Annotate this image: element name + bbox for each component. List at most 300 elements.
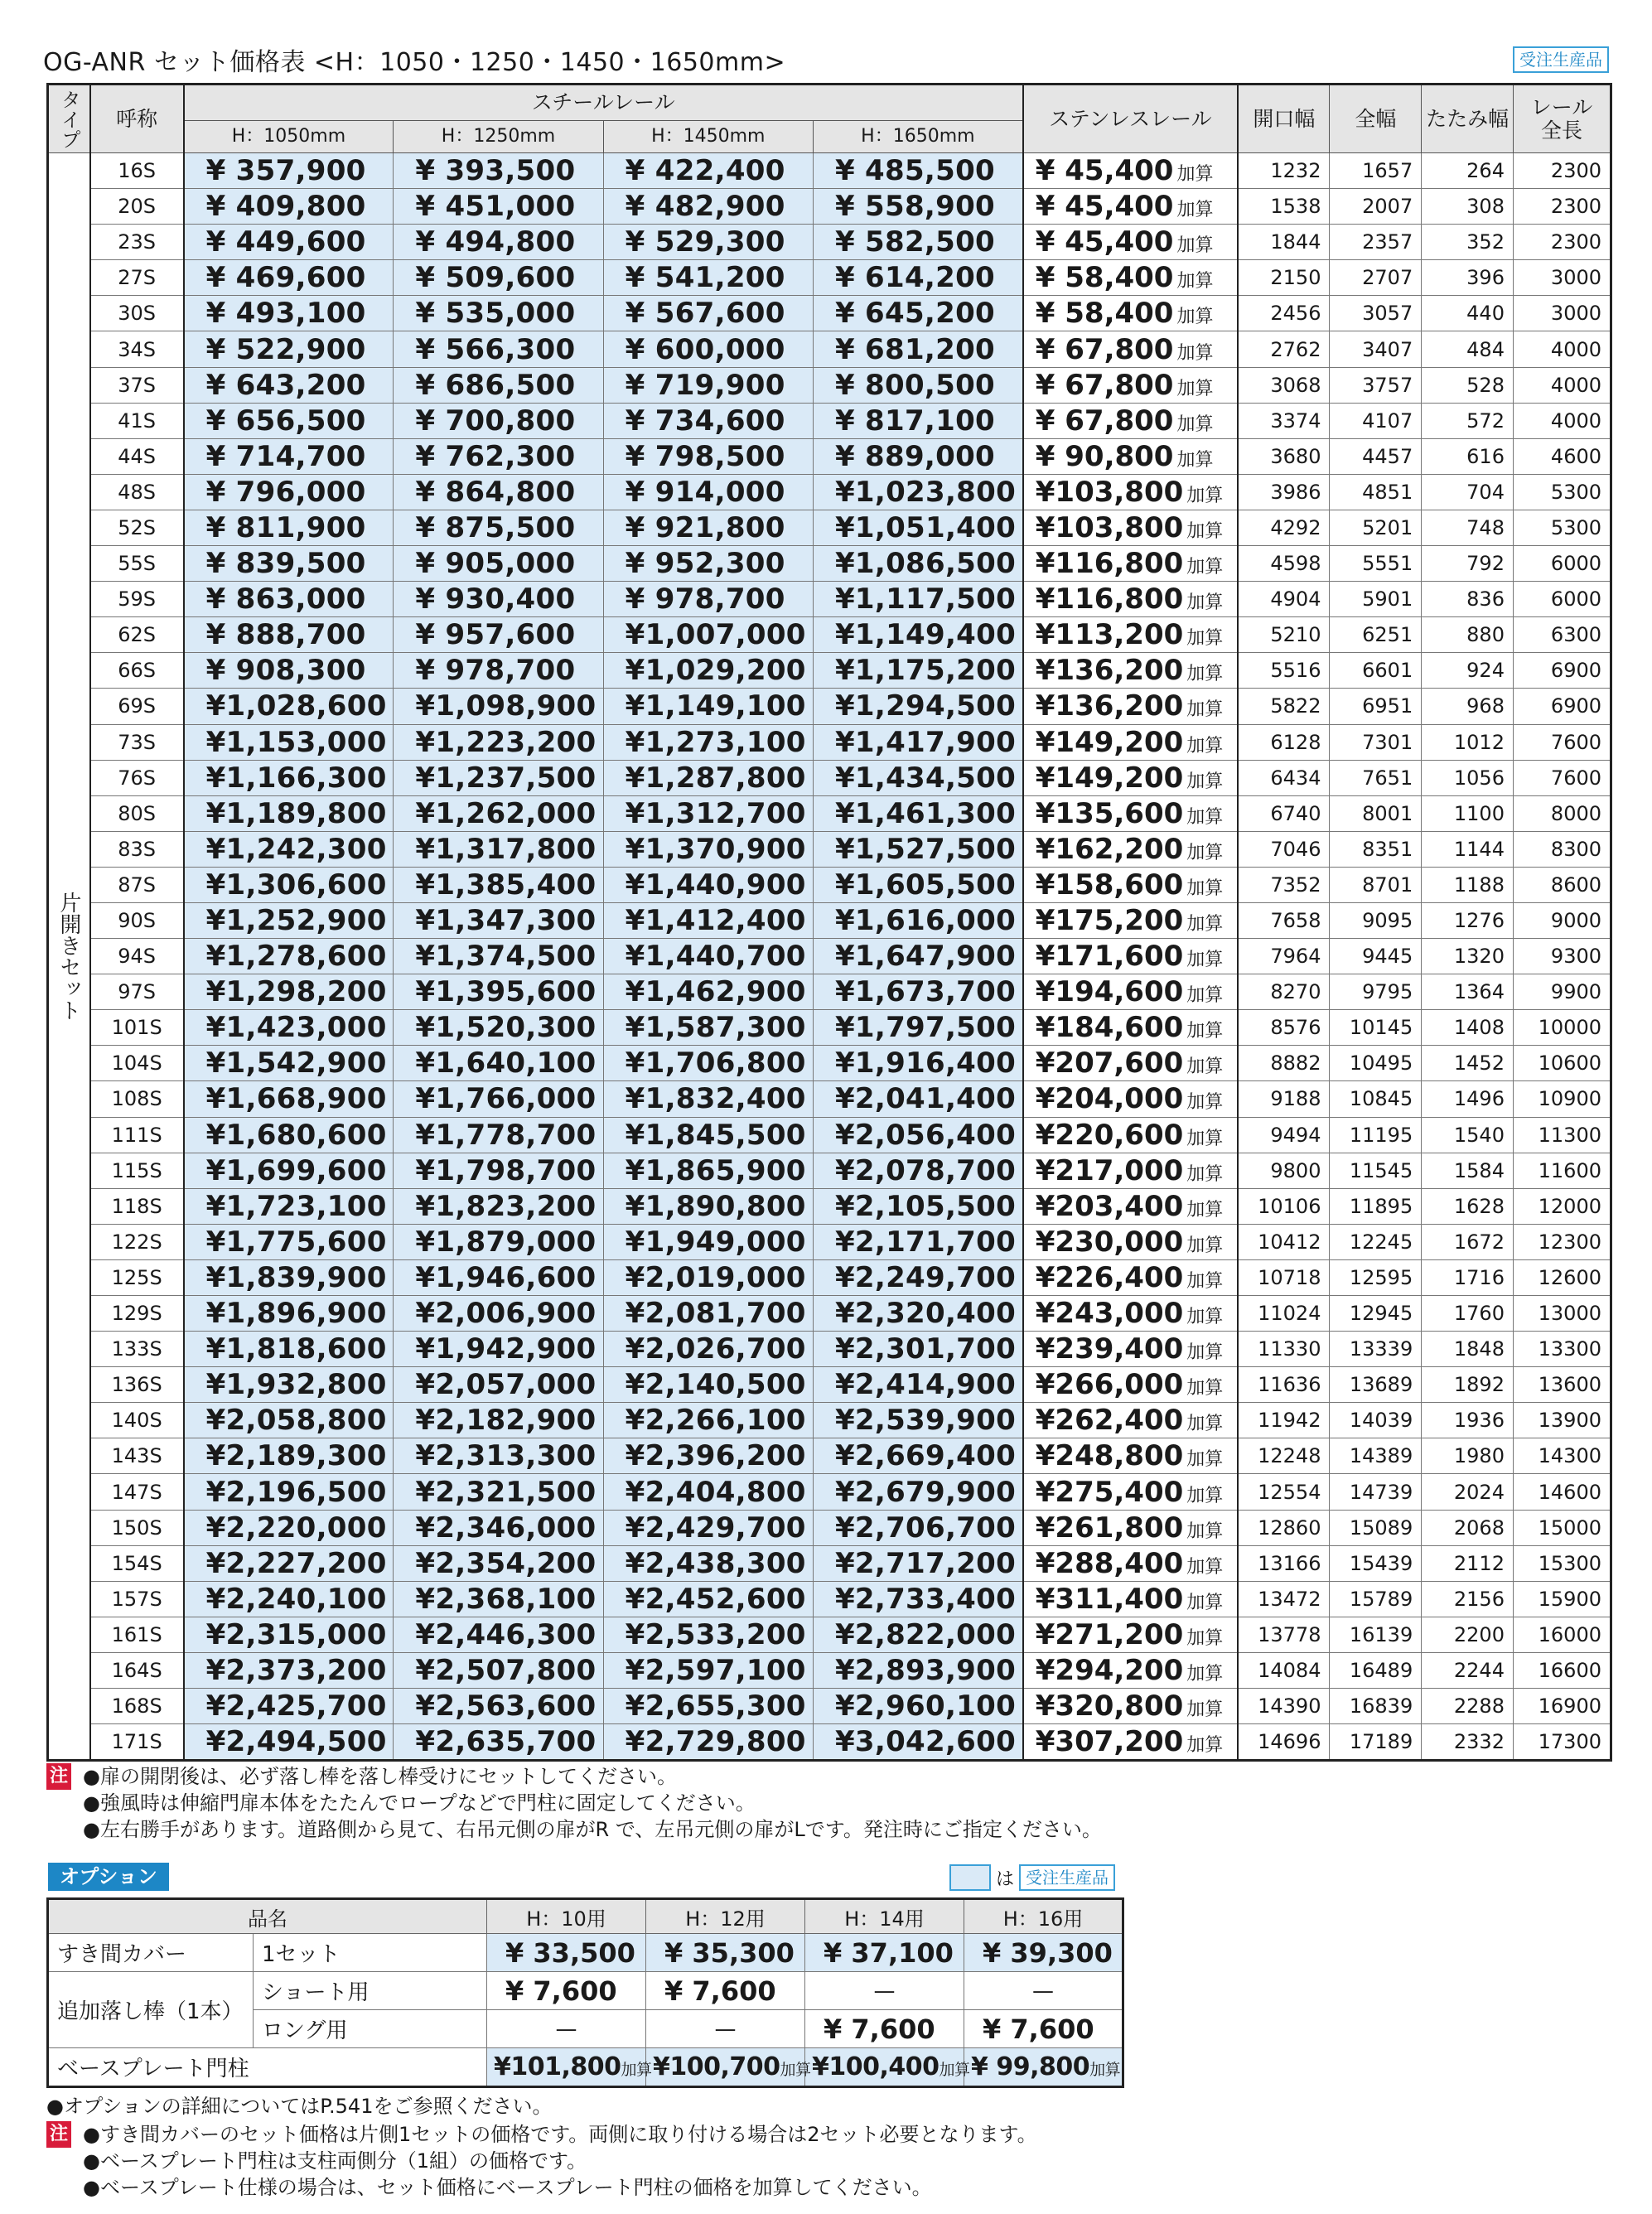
price-h1650: ¥ 800,500 xyxy=(813,367,1022,403)
price-h1050: ¥1,723,100 xyxy=(184,1188,394,1224)
total-width: 6251 xyxy=(1330,617,1422,653)
price-h1650: ¥1,294,500 xyxy=(813,689,1022,724)
legend-swatch xyxy=(949,1864,991,1891)
price-h1450: ¥2,081,700 xyxy=(603,1296,813,1332)
notes-options xyxy=(46,2121,1037,2201)
open-width: 10718 xyxy=(1238,1259,1330,1295)
price-h1650: ¥1,647,900 xyxy=(813,939,1022,974)
kasan-label: 加算 xyxy=(1186,1342,1224,1364)
table-row xyxy=(48,1259,1611,1295)
kasan-label: 加算 xyxy=(1176,164,1214,186)
price-h1450: ¥ 541,200 xyxy=(603,260,813,296)
price-stainless xyxy=(1023,189,1238,225)
price-h1050: ¥1,775,600 xyxy=(184,1224,394,1259)
price-h1650: ¥2,539,900 xyxy=(813,1403,1022,1438)
opt-price-value: ¥ 99,800 xyxy=(971,2052,1090,2081)
note-line: ●扉の開閉後は、必ず落し棒を落し棒受けにセットしてください。 xyxy=(83,1765,677,1788)
open-width: 5210 xyxy=(1238,617,1330,653)
total-width: 13689 xyxy=(1330,1367,1422,1403)
kasan-label: 加算 xyxy=(1186,1592,1224,1613)
row-code: 44S xyxy=(90,438,184,474)
open-width: 13472 xyxy=(1238,1581,1330,1617)
price-h1250: ¥1,317,800 xyxy=(394,831,603,867)
price-h1050: ¥1,278,600 xyxy=(184,939,394,974)
price-h1250: ¥1,374,500 xyxy=(394,939,603,974)
total-width: 10845 xyxy=(1330,1081,1422,1117)
total-width: 2707 xyxy=(1330,260,1422,296)
row-code: 101S xyxy=(90,1010,184,1046)
row-code: 66S xyxy=(90,653,184,689)
total-width: 6601 xyxy=(1330,653,1422,689)
table-row xyxy=(48,1153,1611,1188)
rail-length: 13900 xyxy=(1513,1403,1611,1438)
open-width: 12554 xyxy=(1238,1474,1330,1510)
table-row xyxy=(48,510,1611,545)
table-row xyxy=(48,1581,1611,1617)
rail-length: 14600 xyxy=(1513,1474,1611,1510)
header-total-width: 全幅 xyxy=(1330,85,1422,153)
total-width: 16139 xyxy=(1330,1617,1422,1652)
header-type: タイプ xyxy=(48,85,90,153)
opt-price xyxy=(646,2048,811,2087)
kasan-label: 加算 xyxy=(1186,1056,1224,1078)
kasan-label: 加算 xyxy=(1186,1556,1224,1578)
stainless-value: ¥116,800 xyxy=(1035,547,1184,581)
fold-width: 1628 xyxy=(1422,1188,1514,1224)
note-line: ●強風時は伸縮門扉本体をたたんでロープなどで門柱に固定してください。 xyxy=(83,1791,756,1815)
price-h1050: ¥1,153,000 xyxy=(184,724,394,760)
stainless-value: ¥203,400 xyxy=(1035,1189,1184,1223)
stainless-value: ¥275,400 xyxy=(1035,1475,1184,1509)
price-stainless xyxy=(1023,1188,1238,1224)
price-stainless xyxy=(1023,1581,1238,1617)
fold-width: 1056 xyxy=(1422,760,1514,795)
note-mark: 注 xyxy=(46,1763,71,1790)
kasan-label: 加算 xyxy=(1176,378,1214,399)
row-code: 111S xyxy=(90,1117,184,1153)
price-h1050: ¥1,423,000 xyxy=(184,1010,394,1046)
price-h1250: ¥2,057,000 xyxy=(394,1367,603,1403)
price-stainless xyxy=(1023,403,1238,438)
rail-length: 6900 xyxy=(1513,689,1611,724)
price-h1650: ¥2,706,700 xyxy=(813,1510,1022,1545)
total-width: 5201 xyxy=(1330,510,1422,545)
opt-price-value: ¥100,700 xyxy=(653,2052,780,2081)
price-stainless xyxy=(1023,902,1238,938)
row-code: 118S xyxy=(90,1188,184,1224)
row-code: 97S xyxy=(90,974,184,1010)
open-width: 2456 xyxy=(1238,296,1330,331)
table-row xyxy=(48,867,1611,902)
total-width: 9795 xyxy=(1330,974,1422,1010)
table-row xyxy=(48,1474,1611,1510)
note-line: ●ベースプレート仕様の場合は、セット価格にベースプレート門柱の価格を加算してください。 xyxy=(83,2176,932,2199)
fold-width: 484 xyxy=(1422,331,1514,367)
price-h1050: ¥2,196,500 xyxy=(184,1474,394,1510)
price-h1250: ¥1,223,200 xyxy=(394,724,603,760)
price-h1050: ¥2,220,000 xyxy=(184,1510,394,1545)
table-row xyxy=(48,795,1611,831)
price-h1650: ¥1,461,300 xyxy=(813,795,1022,831)
fold-width: 1408 xyxy=(1422,1010,1514,1046)
open-width: 7352 xyxy=(1238,867,1330,902)
price-h1250: ¥ 451,000 xyxy=(394,189,603,225)
stainless-value: ¥136,200 xyxy=(1035,654,1184,688)
stainless-value: ¥ 90,800 xyxy=(1035,439,1174,473)
rail-length: 5300 xyxy=(1513,510,1611,545)
fold-width: 1892 xyxy=(1422,1367,1514,1403)
stainless-value: ¥162,200 xyxy=(1035,832,1184,866)
rail-length: 10000 xyxy=(1513,1010,1611,1046)
opt-row-gap-cover xyxy=(48,1934,1123,1972)
price-h1050: ¥ 796,000 xyxy=(184,474,394,510)
open-width: 1844 xyxy=(1238,225,1330,260)
table-row xyxy=(48,296,1611,331)
header-h1650: H：1650mm xyxy=(813,121,1022,153)
made-to-order-badge: 受注生産品 xyxy=(1019,1864,1115,1891)
note-line: ●左右勝手があります。道路側から見て、右吊元側の扉がR で、左吊元側の扉がLです。発注時にご指定ください。 xyxy=(83,1818,1102,1841)
price-h1250: ¥1,098,900 xyxy=(394,689,603,724)
price-h1650: ¥2,733,400 xyxy=(813,1581,1022,1617)
header-fold-width: たたみ幅 xyxy=(1422,85,1514,153)
price-h1650: ¥ 681,200 xyxy=(813,331,1022,367)
open-width: 3068 xyxy=(1238,367,1330,403)
price-h1450: ¥1,949,000 xyxy=(603,1224,813,1259)
stainless-value: ¥175,200 xyxy=(1035,904,1184,938)
price-h1650: ¥1,086,500 xyxy=(813,546,1022,582)
total-width: 4457 xyxy=(1330,438,1422,474)
price-h1050: ¥ 863,000 xyxy=(184,582,394,617)
price-h1450: ¥ 482,900 xyxy=(603,189,813,225)
price-h1250: ¥2,313,300 xyxy=(394,1438,603,1474)
kasan-label: 加算 xyxy=(1186,735,1224,757)
kasan-label: 加算 xyxy=(1186,1449,1224,1471)
price-stainless xyxy=(1023,867,1238,902)
price-h1650: ¥2,960,100 xyxy=(813,1689,1022,1724)
price-h1250: ¥ 535,000 xyxy=(394,296,603,331)
open-width: 5516 xyxy=(1238,653,1330,689)
price-h1250: ¥ 957,600 xyxy=(394,617,603,653)
total-width: 10145 xyxy=(1330,1010,1422,1046)
fold-width: 396 xyxy=(1422,260,1514,296)
kasan-label: 加算 xyxy=(1176,307,1214,328)
price-h1250: ¥1,946,600 xyxy=(394,1259,603,1295)
kasan-label: 加算 xyxy=(1186,520,1224,542)
table-row xyxy=(48,1724,1611,1761)
price-stainless xyxy=(1023,1652,1238,1688)
row-code: 129S xyxy=(90,1296,184,1332)
fold-width: 2156 xyxy=(1422,1581,1514,1617)
price-h1450: ¥ 734,600 xyxy=(603,403,813,438)
opt-price: ¥ 7,600 xyxy=(805,2010,964,2048)
price-h1450: ¥2,396,200 xyxy=(603,1438,813,1474)
stainless-value: ¥ 45,400 xyxy=(1035,190,1174,224)
price-stainless xyxy=(1023,724,1238,760)
total-width: 12245 xyxy=(1330,1224,1422,1259)
row-code: 136S xyxy=(90,1367,184,1403)
stainless-value: ¥113,200 xyxy=(1035,618,1184,652)
price-h1450: ¥2,140,500 xyxy=(603,1367,813,1403)
price-stainless xyxy=(1023,1296,1238,1332)
row-code: 69S xyxy=(90,689,184,724)
rail-length: 3000 xyxy=(1513,260,1611,296)
total-width: 14039 xyxy=(1330,1403,1422,1438)
opt-header-h12: H：12用 xyxy=(646,1899,805,1934)
rail-length: 4000 xyxy=(1513,403,1611,438)
table-row xyxy=(48,1010,1611,1046)
price-stainless xyxy=(1023,974,1238,1010)
rail-length: 17300 xyxy=(1513,1724,1611,1761)
price-h1450: ¥2,438,300 xyxy=(603,1545,813,1581)
opt-price: ¥ 37,100 xyxy=(805,1934,964,1972)
open-width: 6434 xyxy=(1238,760,1330,795)
rail-length: 8000 xyxy=(1513,795,1611,831)
kasan-label: 加算 xyxy=(1186,1663,1224,1685)
row-code: 55S xyxy=(90,546,184,582)
stainless-value: ¥ 58,400 xyxy=(1035,261,1174,295)
fold-width: 2024 xyxy=(1422,1474,1514,1510)
rail-length: 14300 xyxy=(1513,1438,1611,1474)
fold-width: 2200 xyxy=(1422,1617,1514,1652)
kasan-label: 加算 xyxy=(1186,1235,1224,1256)
table-row xyxy=(48,902,1611,938)
row-code: 90S xyxy=(90,902,184,938)
kasan-label: 加算 xyxy=(1089,2061,1121,2079)
price-h1650: ¥ 558,900 xyxy=(813,189,1022,225)
opt-price: ¥ 7,600 xyxy=(646,1972,805,2010)
stainless-value: ¥271,200 xyxy=(1035,1617,1184,1651)
price-h1250: ¥2,346,000 xyxy=(394,1510,603,1545)
open-width: 6128 xyxy=(1238,724,1330,760)
fold-width: 704 xyxy=(1422,474,1514,510)
stainless-value: ¥171,600 xyxy=(1035,940,1184,974)
price-stainless xyxy=(1023,546,1238,582)
price-h1050: ¥ 493,100 xyxy=(184,296,394,331)
stainless-value: ¥116,800 xyxy=(1035,583,1184,616)
table-row xyxy=(48,1367,1611,1403)
legend-text: は xyxy=(996,1868,1015,1890)
open-width: 1538 xyxy=(1238,189,1330,225)
row-code: 143S xyxy=(90,1438,184,1474)
total-width: 17189 xyxy=(1330,1724,1422,1761)
opt-row-drop-rod-short xyxy=(48,1972,1123,2010)
total-width: 14389 xyxy=(1330,1438,1422,1474)
price-h1050: ¥ 656,500 xyxy=(184,403,394,438)
table-row xyxy=(48,153,1611,189)
header-open-width: 開口幅 xyxy=(1238,85,1330,153)
price-stainless xyxy=(1023,1474,1238,1510)
fold-width: 1496 xyxy=(1422,1081,1514,1117)
open-width: 13778 xyxy=(1238,1617,1330,1652)
total-width: 4851 xyxy=(1330,474,1422,510)
table-row xyxy=(48,1332,1611,1367)
price-h1050: ¥1,028,600 xyxy=(184,689,394,724)
opt-price: — xyxy=(964,1972,1123,2010)
price-stainless xyxy=(1023,1332,1238,1367)
price-h1050: ¥1,166,300 xyxy=(184,760,394,795)
price-h1650: ¥1,527,500 xyxy=(813,831,1022,867)
price-stainless xyxy=(1023,1438,1238,1474)
price-h1450: ¥ 529,300 xyxy=(603,225,813,260)
price-h1450: ¥2,429,700 xyxy=(603,1510,813,1545)
table-row xyxy=(48,974,1611,1010)
fold-width: 352 xyxy=(1422,225,1514,260)
price-h1250: ¥1,879,000 xyxy=(394,1224,603,1259)
kasan-label: 加算 xyxy=(1186,1021,1224,1042)
price-h1250: ¥2,507,800 xyxy=(394,1652,603,1688)
row-code: 164S xyxy=(90,1652,184,1688)
price-h1450: ¥2,597,100 xyxy=(603,1652,813,1688)
price-h1650: ¥1,434,500 xyxy=(813,760,1022,795)
total-width: 2357 xyxy=(1330,225,1422,260)
price-stainless xyxy=(1023,1724,1238,1761)
rail-length: 2300 xyxy=(1513,153,1611,189)
price-h1250: ¥1,640,100 xyxy=(394,1046,603,1081)
row-code: 34S xyxy=(90,331,184,367)
made-to-order-badge: 受注生産品 xyxy=(1513,46,1609,73)
stainless-value: ¥136,200 xyxy=(1035,689,1184,723)
notes-option-detail: ●オプションの詳細についてはP.541をご参照ください。 xyxy=(46,2095,553,2118)
kasan-label: 加算 xyxy=(1186,1414,1224,1435)
rail-length: 8600 xyxy=(1513,867,1611,902)
options-table xyxy=(46,1897,1124,2088)
open-width: 12860 xyxy=(1238,1510,1330,1545)
price-h1450: ¥2,729,800 xyxy=(603,1724,813,1761)
stainless-value: ¥307,200 xyxy=(1035,1725,1184,1759)
note-line: ●ベースプレート門柱は支柱両側分（1組）の価格です。 xyxy=(83,2149,587,2173)
opt-price: ¥ 39,300 xyxy=(964,1934,1123,1972)
open-width: 7658 xyxy=(1238,902,1330,938)
price-stainless xyxy=(1023,296,1238,331)
fold-width: 2288 xyxy=(1422,1689,1514,1724)
kasan-label: 加算 xyxy=(939,2061,970,2079)
price-h1450: ¥1,706,800 xyxy=(603,1046,813,1081)
total-width: 3407 xyxy=(1330,331,1422,367)
rail-length: 9900 xyxy=(1513,974,1611,1010)
fold-width: 308 xyxy=(1422,189,1514,225)
kasan-label: 加算 xyxy=(1186,914,1224,935)
price-h1250: ¥ 930,400 xyxy=(394,582,603,617)
price-h1450: ¥2,655,300 xyxy=(603,1689,813,1724)
open-width: 11330 xyxy=(1238,1332,1330,1367)
row-code: 83S xyxy=(90,831,184,867)
price-h1250: ¥1,823,200 xyxy=(394,1188,603,1224)
open-width: 11942 xyxy=(1238,1403,1330,1438)
total-width: 4107 xyxy=(1330,403,1422,438)
row-code: 48S xyxy=(90,474,184,510)
price-h1650: ¥1,023,800 xyxy=(813,474,1022,510)
opt-price xyxy=(487,2048,652,2087)
open-width: 9494 xyxy=(1238,1117,1330,1153)
price-h1050: ¥2,494,500 xyxy=(184,1724,394,1761)
stainless-value: ¥239,400 xyxy=(1035,1332,1184,1366)
price-stainless xyxy=(1023,367,1238,403)
price-h1450: ¥1,029,200 xyxy=(603,653,813,689)
price-h1250: ¥2,321,500 xyxy=(394,1474,603,1510)
stainless-value: ¥103,800 xyxy=(1035,510,1184,544)
kasan-label: 加算 xyxy=(1176,200,1214,221)
row-code: 147S xyxy=(90,1474,184,1510)
row-code: 108S xyxy=(90,1081,184,1117)
price-h1450: ¥ 798,500 xyxy=(603,438,813,474)
price-h1450: ¥2,404,800 xyxy=(603,1474,813,1510)
price-h1050: ¥2,227,200 xyxy=(184,1545,394,1581)
table-row xyxy=(48,546,1611,582)
options-legend xyxy=(949,1864,1115,1891)
price-h1650: ¥1,117,500 xyxy=(813,582,1022,617)
price-stainless xyxy=(1023,1617,1238,1652)
kasan-label: 加算 xyxy=(1186,699,1224,721)
price-h1050: ¥ 643,200 xyxy=(184,367,394,403)
price-h1450: ¥ 422,400 xyxy=(603,153,813,189)
price-h1250: ¥1,395,600 xyxy=(394,974,603,1010)
price-stainless xyxy=(1023,617,1238,653)
price-h1650: ¥ 817,100 xyxy=(813,403,1022,438)
stainless-value: ¥226,400 xyxy=(1035,1260,1184,1294)
stainless-value: ¥204,000 xyxy=(1035,1082,1184,1116)
header-rail-length-line2: 全長 xyxy=(1540,118,1582,143)
rail-length: 5300 xyxy=(1513,474,1611,510)
options-heading: オプション xyxy=(48,1863,169,1891)
price-h1250: ¥ 393,500 xyxy=(394,153,603,189)
table-row xyxy=(48,189,1611,225)
price-stainless xyxy=(1023,1153,1238,1188)
price-h1650: ¥1,605,500 xyxy=(813,867,1022,902)
note-line: ●すき間カバーのセット価格は片側1セットの価格です。両側に取り付ける場合は2セット必要となります。 xyxy=(83,2123,1037,2146)
price-h1050: ¥ 522,900 xyxy=(184,331,394,367)
row-code: 154S xyxy=(90,1545,184,1581)
price-h1650: ¥2,078,700 xyxy=(813,1153,1022,1188)
price-h1250: ¥ 978,700 xyxy=(394,653,603,689)
fold-width: 2332 xyxy=(1422,1724,1514,1761)
price-h1650: ¥2,105,500 xyxy=(813,1188,1022,1224)
rail-length: 4000 xyxy=(1513,331,1611,367)
open-width: 8576 xyxy=(1238,1010,1330,1046)
stainless-value: ¥320,800 xyxy=(1035,1690,1184,1723)
opt-header-name: 品名 xyxy=(48,1899,487,1934)
price-stainless xyxy=(1023,474,1238,510)
open-width: 8270 xyxy=(1238,974,1330,1010)
fold-width: 1540 xyxy=(1422,1117,1514,1153)
price-h1050: ¥2,373,200 xyxy=(184,1652,394,1688)
price-h1050: ¥2,240,100 xyxy=(184,1581,394,1617)
total-width: 16489 xyxy=(1330,1652,1422,1688)
stainless-value: ¥ 45,400 xyxy=(1035,225,1174,259)
price-stainless xyxy=(1023,1010,1238,1046)
rail-length: 8300 xyxy=(1513,831,1611,867)
price-h1450: ¥1,149,100 xyxy=(603,689,813,724)
kasan-label: 加算 xyxy=(1186,1270,1224,1292)
opt-header-h10: H：10用 xyxy=(487,1899,646,1934)
opt-price: — xyxy=(487,2010,646,2048)
total-width: 3757 xyxy=(1330,367,1422,403)
price-h1050: ¥ 714,700 xyxy=(184,438,394,474)
price-h1650: ¥1,417,900 xyxy=(813,724,1022,760)
open-width: 1232 xyxy=(1238,153,1330,189)
price-table xyxy=(46,83,1612,1762)
row-code: 27S xyxy=(90,260,184,296)
price-h1450: ¥1,462,900 xyxy=(603,974,813,1010)
row-code: 133S xyxy=(90,1332,184,1367)
row-code: 115S xyxy=(90,1153,184,1188)
price-h1250: ¥1,237,500 xyxy=(394,760,603,795)
price-h1050: ¥1,298,200 xyxy=(184,974,394,1010)
price-h1250: ¥ 509,600 xyxy=(394,260,603,296)
row-code: 52S xyxy=(90,510,184,545)
total-width: 10495 xyxy=(1330,1046,1422,1081)
price-h1250: ¥2,354,200 xyxy=(394,1545,603,1581)
price-stainless xyxy=(1023,1046,1238,1081)
